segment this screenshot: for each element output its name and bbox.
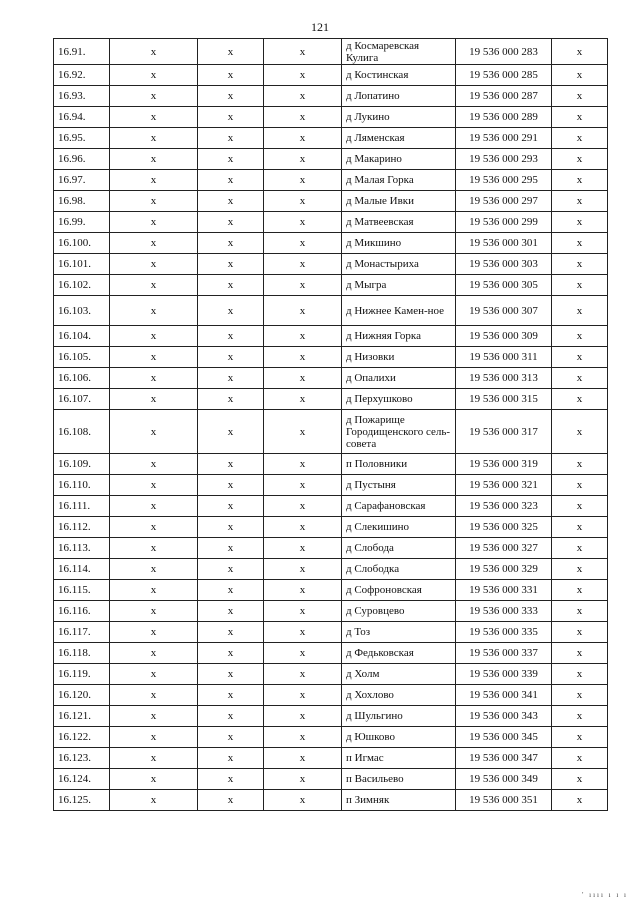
cell-x: x bbox=[552, 107, 608, 128]
table-row bbox=[54, 191, 608, 212]
row-number: 16.93. bbox=[54, 86, 110, 107]
row-number: 16.117. bbox=[54, 622, 110, 643]
cell-x: x bbox=[110, 389, 198, 410]
cell-x: x bbox=[110, 65, 198, 86]
cell-x: x bbox=[198, 454, 264, 475]
cell-x: x bbox=[552, 769, 608, 790]
settlement-name: д Софроновская bbox=[342, 580, 456, 601]
row-number: 16.109. bbox=[54, 454, 110, 475]
cell-x: x bbox=[552, 296, 608, 326]
cell-x: x bbox=[110, 296, 198, 326]
settlement-name: п Половники bbox=[342, 454, 456, 475]
cell-x: x bbox=[552, 601, 608, 622]
cell-x: x bbox=[552, 517, 608, 538]
cell-x: x bbox=[110, 170, 198, 191]
table-row bbox=[54, 706, 608, 727]
table-row bbox=[54, 275, 608, 296]
cell-x: x bbox=[198, 706, 264, 727]
oktmo-code: 19 536 000 307 bbox=[456, 296, 552, 326]
settlement-name: д Лукино bbox=[342, 107, 456, 128]
table-row bbox=[54, 107, 608, 128]
cell-x: x bbox=[264, 389, 342, 410]
settlements-table bbox=[53, 38, 608, 811]
cell-x: x bbox=[110, 212, 198, 233]
cell-x: x bbox=[198, 748, 264, 769]
cell-x: x bbox=[552, 454, 608, 475]
oktmo-code: 19 536 000 325 bbox=[456, 517, 552, 538]
table-row bbox=[54, 769, 608, 790]
settlement-name: д Хохлово bbox=[342, 685, 456, 706]
row-number: 16.99. bbox=[54, 212, 110, 233]
cell-x: x bbox=[552, 326, 608, 347]
oktmo-code: 19 536 000 309 bbox=[456, 326, 552, 347]
settlement-name: д Юшково bbox=[342, 727, 456, 748]
cell-x: x bbox=[198, 170, 264, 191]
oktmo-code: 19 536 000 305 bbox=[456, 275, 552, 296]
settlement-name: д Лопатино bbox=[342, 86, 456, 107]
oktmo-code: 19 536 000 289 bbox=[456, 107, 552, 128]
cell-x: x bbox=[110, 790, 198, 811]
row-number: 16.119. bbox=[54, 664, 110, 685]
table-row bbox=[54, 685, 608, 706]
cell-x: x bbox=[198, 517, 264, 538]
table-row bbox=[54, 368, 608, 389]
settlement-name: д Малая Горка bbox=[342, 170, 456, 191]
cell-x: x bbox=[264, 790, 342, 811]
cell-x: x bbox=[264, 212, 342, 233]
cell-x: x bbox=[552, 65, 608, 86]
cell-x: x bbox=[198, 39, 264, 65]
oktmo-code: 19 536 000 317 bbox=[456, 410, 552, 454]
table-row bbox=[54, 559, 608, 580]
settlement-name: п Игмас bbox=[342, 748, 456, 769]
row-number: 16.123. bbox=[54, 748, 110, 769]
cell-x: x bbox=[110, 475, 198, 496]
cell-x: x bbox=[198, 389, 264, 410]
table-row bbox=[54, 538, 608, 559]
cell-x: x bbox=[110, 149, 198, 170]
cell-x: x bbox=[264, 233, 342, 254]
cell-x: x bbox=[198, 254, 264, 275]
settlement-name: д Тоз bbox=[342, 622, 456, 643]
row-number: 16.98. bbox=[54, 191, 110, 212]
cell-x: x bbox=[110, 496, 198, 517]
table-row bbox=[54, 748, 608, 769]
cell-x: x bbox=[198, 128, 264, 149]
cell-x: x bbox=[552, 538, 608, 559]
settlement-name: д Суровцево bbox=[342, 601, 456, 622]
cell-x: x bbox=[198, 601, 264, 622]
cell-x: x bbox=[552, 233, 608, 254]
cell-x: x bbox=[264, 347, 342, 368]
cell-x: x bbox=[264, 475, 342, 496]
cell-x: x bbox=[110, 580, 198, 601]
table-row bbox=[54, 664, 608, 685]
cell-x: x bbox=[552, 275, 608, 296]
settlement-name: д Нижняя Горка bbox=[342, 326, 456, 347]
row-number: 16.103. bbox=[54, 296, 110, 326]
oktmo-code: 19 536 000 319 bbox=[456, 454, 552, 475]
oktmo-code: 19 536 000 345 bbox=[456, 727, 552, 748]
cell-x: x bbox=[264, 128, 342, 149]
row-number: 16.110. bbox=[54, 475, 110, 496]
cell-x: x bbox=[552, 254, 608, 275]
cell-x: x bbox=[264, 622, 342, 643]
cell-x: x bbox=[552, 643, 608, 664]
table-row bbox=[54, 254, 608, 275]
cell-x: x bbox=[552, 475, 608, 496]
row-number: 16.113. bbox=[54, 538, 110, 559]
oktmo-code: 19 536 000 321 bbox=[456, 475, 552, 496]
table-row bbox=[54, 643, 608, 664]
table-row bbox=[54, 296, 608, 326]
table-row bbox=[54, 580, 608, 601]
cell-x: x bbox=[198, 643, 264, 664]
cell-x: x bbox=[264, 149, 342, 170]
cell-x: x bbox=[264, 107, 342, 128]
cell-x: x bbox=[264, 643, 342, 664]
cell-x: x bbox=[552, 706, 608, 727]
oktmo-code: 19 536 000 347 bbox=[456, 748, 552, 769]
cell-x: x bbox=[110, 347, 198, 368]
cell-x: x bbox=[110, 601, 198, 622]
cell-x: x bbox=[110, 517, 198, 538]
cell-x: x bbox=[264, 368, 342, 389]
settlement-name: п Зимняк bbox=[342, 790, 456, 811]
cell-x: x bbox=[198, 65, 264, 86]
settlement-name: д Микшино bbox=[342, 233, 456, 254]
table-row bbox=[54, 212, 608, 233]
oktmo-code: 19 536 000 323 bbox=[456, 496, 552, 517]
table-row bbox=[54, 790, 608, 811]
cell-x: x bbox=[110, 191, 198, 212]
oktmo-code: 19 536 000 299 bbox=[456, 212, 552, 233]
settlement-name: д Малые Ивки bbox=[342, 191, 456, 212]
cell-x: x bbox=[110, 769, 198, 790]
cell-x: x bbox=[110, 685, 198, 706]
table-row bbox=[54, 622, 608, 643]
settlement-name: д Шульгино bbox=[342, 706, 456, 727]
table-row bbox=[54, 86, 608, 107]
cell-x: x bbox=[264, 664, 342, 685]
cell-x: x bbox=[110, 368, 198, 389]
cell-x: x bbox=[552, 86, 608, 107]
table-row bbox=[54, 149, 608, 170]
cell-x: x bbox=[552, 748, 608, 769]
cell-x: x bbox=[198, 727, 264, 748]
scan-marks: ' ıııı ı ı ı bbox=[582, 891, 628, 899]
table-row bbox=[54, 454, 608, 475]
settlement-name: д Низовки bbox=[342, 347, 456, 368]
cell-x: x bbox=[552, 39, 608, 65]
oktmo-code: 19 536 000 351 bbox=[456, 790, 552, 811]
cell-x: x bbox=[264, 86, 342, 107]
table-row bbox=[54, 475, 608, 496]
cell-x: x bbox=[552, 664, 608, 685]
cell-x: x bbox=[264, 706, 342, 727]
cell-x: x bbox=[552, 622, 608, 643]
cell-x: x bbox=[264, 170, 342, 191]
cell-x: x bbox=[198, 475, 264, 496]
oktmo-code: 19 536 000 293 bbox=[456, 149, 552, 170]
settlement-name: д Опалихи bbox=[342, 368, 456, 389]
cell-x: x bbox=[552, 368, 608, 389]
cell-x: x bbox=[264, 326, 342, 347]
oktmo-code: 19 536 000 331 bbox=[456, 580, 552, 601]
settlement-name: д Холм bbox=[342, 664, 456, 685]
cell-x: x bbox=[264, 727, 342, 748]
row-number: 16.112. bbox=[54, 517, 110, 538]
settlement-name: д Федьковская bbox=[342, 643, 456, 664]
cell-x: x bbox=[198, 559, 264, 580]
table-row bbox=[54, 601, 608, 622]
settlement-name: д Нижнее Камен-ное bbox=[342, 296, 456, 326]
cell-x: x bbox=[110, 664, 198, 685]
cell-x: x bbox=[264, 517, 342, 538]
cell-x: x bbox=[110, 559, 198, 580]
cell-x: x bbox=[110, 538, 198, 559]
cell-x: x bbox=[552, 580, 608, 601]
oktmo-code: 19 536 000 339 bbox=[456, 664, 552, 685]
oktmo-code: 19 536 000 315 bbox=[456, 389, 552, 410]
row-number: 16.95. bbox=[54, 128, 110, 149]
row-number: 16.101. bbox=[54, 254, 110, 275]
cell-x: x bbox=[552, 496, 608, 517]
cell-x: x bbox=[552, 685, 608, 706]
cell-x: x bbox=[110, 643, 198, 664]
oktmo-code: 19 536 000 337 bbox=[456, 643, 552, 664]
cell-x: x bbox=[198, 769, 264, 790]
settlement-name: д Слобода bbox=[342, 538, 456, 559]
cell-x: x bbox=[198, 296, 264, 326]
cell-x: x bbox=[264, 254, 342, 275]
cell-x: x bbox=[264, 496, 342, 517]
table-row bbox=[54, 326, 608, 347]
cell-x: x bbox=[198, 149, 264, 170]
cell-x: x bbox=[264, 559, 342, 580]
page-number: 121 bbox=[311, 20, 329, 34]
cell-x: x bbox=[264, 685, 342, 706]
oktmo-code: 19 536 000 333 bbox=[456, 601, 552, 622]
oktmo-code: 19 536 000 349 bbox=[456, 769, 552, 790]
cell-x: x bbox=[198, 212, 264, 233]
row-number: 16.97. bbox=[54, 170, 110, 191]
cell-x: x bbox=[110, 128, 198, 149]
settlement-name: д Монастыриха bbox=[342, 254, 456, 275]
cell-x: x bbox=[264, 65, 342, 86]
oktmo-code: 19 536 000 297 bbox=[456, 191, 552, 212]
oktmo-code: 19 536 000 287 bbox=[456, 86, 552, 107]
row-number: 16.102. bbox=[54, 275, 110, 296]
settlement-name: д Перхушково bbox=[342, 389, 456, 410]
cell-x: x bbox=[198, 410, 264, 454]
row-number: 16.91. bbox=[54, 39, 110, 65]
oktmo-code: 19 536 000 341 bbox=[456, 685, 552, 706]
cell-x: x bbox=[552, 727, 608, 748]
table-row bbox=[54, 170, 608, 191]
table-row bbox=[54, 389, 608, 410]
cell-x: x bbox=[552, 170, 608, 191]
row-number: 16.108. bbox=[54, 410, 110, 454]
cell-x: x bbox=[110, 39, 198, 65]
row-number: 16.121. bbox=[54, 706, 110, 727]
settlement-name: п Васильево bbox=[342, 769, 456, 790]
cell-x: x bbox=[198, 275, 264, 296]
table-row bbox=[54, 517, 608, 538]
oktmo-code: 19 536 000 283 bbox=[456, 39, 552, 65]
table-row bbox=[54, 233, 608, 254]
cell-x: x bbox=[264, 601, 342, 622]
oktmo-code: 19 536 000 313 bbox=[456, 368, 552, 389]
cell-x: x bbox=[110, 254, 198, 275]
cell-x: x bbox=[264, 748, 342, 769]
table-row bbox=[54, 65, 608, 86]
settlement-name: д Пожарище Городищенского сель-совета bbox=[342, 410, 456, 454]
cell-x: x bbox=[198, 790, 264, 811]
cell-x: x bbox=[552, 191, 608, 212]
row-number: 16.122. bbox=[54, 727, 110, 748]
settlement-name: д Мыгра bbox=[342, 275, 456, 296]
cell-x: x bbox=[264, 191, 342, 212]
cell-x: x bbox=[110, 86, 198, 107]
settlement-name: д Макарино bbox=[342, 149, 456, 170]
cell-x: x bbox=[198, 86, 264, 107]
table-row bbox=[54, 39, 608, 65]
row-number: 16.120. bbox=[54, 685, 110, 706]
cell-x: x bbox=[110, 622, 198, 643]
oktmo-code: 19 536 000 303 bbox=[456, 254, 552, 275]
row-number: 16.92. bbox=[54, 65, 110, 86]
table-row bbox=[54, 410, 608, 454]
settlement-name: д Ляменская bbox=[342, 128, 456, 149]
settlement-name: д Слекишино bbox=[342, 517, 456, 538]
table-row bbox=[54, 347, 608, 368]
row-number: 16.125. bbox=[54, 790, 110, 811]
cell-x: x bbox=[198, 191, 264, 212]
oktmo-code: 19 536 000 295 bbox=[456, 170, 552, 191]
cell-x: x bbox=[198, 538, 264, 559]
cell-x: x bbox=[110, 454, 198, 475]
settlement-name: д Костинская bbox=[342, 65, 456, 86]
cell-x: x bbox=[552, 212, 608, 233]
row-number: 16.100. bbox=[54, 233, 110, 254]
cell-x: x bbox=[110, 107, 198, 128]
oktmo-code: 19 536 000 311 bbox=[456, 347, 552, 368]
cell-x: x bbox=[552, 149, 608, 170]
cell-x: x bbox=[110, 727, 198, 748]
row-number: 16.111. bbox=[54, 496, 110, 517]
cell-x: x bbox=[110, 748, 198, 769]
cell-x: x bbox=[264, 769, 342, 790]
cell-x: x bbox=[552, 559, 608, 580]
row-number: 16.114. bbox=[54, 559, 110, 580]
table-row bbox=[54, 496, 608, 517]
oktmo-code: 19 536 000 327 bbox=[456, 538, 552, 559]
cell-x: x bbox=[264, 39, 342, 65]
row-number: 16.94. bbox=[54, 107, 110, 128]
oktmo-code: 19 536 000 285 bbox=[456, 65, 552, 86]
settlement-name: д Матвеевская bbox=[342, 212, 456, 233]
settlement-name: д Космаревская Кулига bbox=[342, 39, 456, 65]
oktmo-code: 19 536 000 343 bbox=[456, 706, 552, 727]
row-number: 16.104. bbox=[54, 326, 110, 347]
cell-x: x bbox=[198, 368, 264, 389]
cell-x: x bbox=[110, 706, 198, 727]
cell-x: x bbox=[110, 326, 198, 347]
cell-x: x bbox=[110, 410, 198, 454]
cell-x: x bbox=[552, 347, 608, 368]
cell-x: x bbox=[110, 275, 198, 296]
row-number: 16.116. bbox=[54, 601, 110, 622]
cell-x: x bbox=[264, 410, 342, 454]
cell-x: x bbox=[198, 347, 264, 368]
cell-x: x bbox=[552, 410, 608, 454]
cell-x: x bbox=[264, 580, 342, 601]
cell-x: x bbox=[198, 664, 264, 685]
row-number: 16.96. bbox=[54, 149, 110, 170]
table-row bbox=[54, 727, 608, 748]
settlement-name: д Пустыня bbox=[342, 475, 456, 496]
cell-x: x bbox=[198, 496, 264, 517]
cell-x: x bbox=[110, 233, 198, 254]
cell-x: x bbox=[264, 275, 342, 296]
row-number: 16.124. bbox=[54, 769, 110, 790]
oktmo-code: 19 536 000 335 bbox=[456, 622, 552, 643]
row-number: 16.118. bbox=[54, 643, 110, 664]
row-number: 16.107. bbox=[54, 389, 110, 410]
cell-x: x bbox=[264, 296, 342, 326]
settlement-name: д Слободка bbox=[342, 559, 456, 580]
cell-x: x bbox=[552, 790, 608, 811]
cell-x: x bbox=[264, 454, 342, 475]
cell-x: x bbox=[198, 622, 264, 643]
cell-x: x bbox=[552, 389, 608, 410]
cell-x: x bbox=[198, 580, 264, 601]
row-number: 16.115. bbox=[54, 580, 110, 601]
oktmo-code: 19 536 000 329 bbox=[456, 559, 552, 580]
cell-x: x bbox=[198, 233, 264, 254]
row-number: 16.106. bbox=[54, 368, 110, 389]
cell-x: x bbox=[198, 685, 264, 706]
cell-x: x bbox=[264, 538, 342, 559]
cell-x: x bbox=[552, 128, 608, 149]
settlement-name: д Сарафановская bbox=[342, 496, 456, 517]
oktmo-code: 19 536 000 291 bbox=[456, 128, 552, 149]
row-number: 16.105. bbox=[54, 347, 110, 368]
cell-x: x bbox=[198, 326, 264, 347]
oktmo-code: 19 536 000 301 bbox=[456, 233, 552, 254]
cell-x: x bbox=[198, 107, 264, 128]
table-row bbox=[54, 128, 608, 149]
